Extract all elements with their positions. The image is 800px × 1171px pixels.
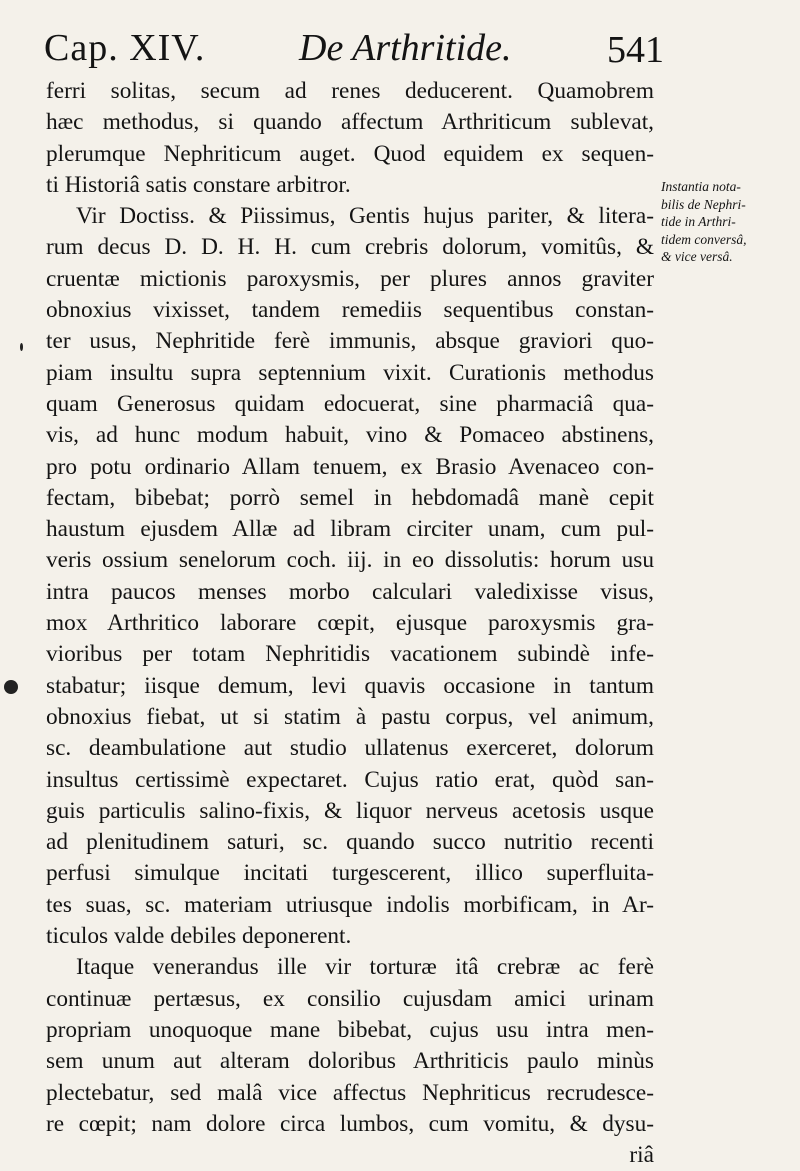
text-line: fectam, bibebat; porrò semel in hebdomadâ manè cepit — [46, 484, 654, 511]
text-line: rum decus D. D. H. H. cum crebris dolorum, vomitûs, & — [46, 234, 654, 261]
text-line: ti Historiâ satis constare arbitror. — [46, 171, 351, 198]
text-line: pro potu ordinario Allam tenuem, ex Brasio Avenaceo con- — [46, 453, 654, 480]
text-line: stabatur; iisque demum, levi quavis occasione in tantum — [46, 672, 654, 699]
text-line: ferri solitas, secum ad renes deducerent. Quamobrem — [46, 78, 654, 104]
chapter-label: Cap. XIV. — [44, 27, 206, 69]
text-line: vis, ad hunc modum habuit, vino & Pomaceo abstinens, — [46, 422, 654, 449]
running-title: De Arthritide. — [299, 27, 512, 69]
page-number: 541 — [607, 29, 664, 71]
text-line: ter usus, Nephritide ferè immunis, absque graviori quo- — [46, 328, 654, 355]
ink-speck — [4, 680, 18, 694]
text-line: sc. deambulatione aut studio ullatenus exerceret, dolorum — [46, 735, 654, 762]
body-text — [46, 76, 654, 1171]
marginal-note-line: & vice versâ. — [661, 249, 733, 264]
text-line: piam insultu supra septennium vixit. Curationis methodus — [46, 359, 654, 386]
running-header — [44, 22, 664, 72]
text-line: veris ossium senelorum coch. iij. in eo dissolutis: horum usu — [46, 547, 654, 574]
marginal-note-line: tidem conversâ, — [661, 231, 747, 247]
text-line: obnoxius fiebat, ut si statim à pastu corpus, vel animum, — [46, 703, 654, 730]
text-line: ad plenitudinem saturi, sc. quando succo nutritio recenti — [46, 829, 654, 856]
text-line: sem unum aut alteram doloribus Arthriticis paulo minùs — [46, 1048, 654, 1075]
text-line: plectebatur, sed malâ vice affectus Nephriticus recrudesce- — [46, 1079, 654, 1106]
text-line: guis particulis salino-fixis, & liquor nerveus acetosis usque — [46, 797, 654, 824]
text-line: continuæ pertæsus, ex consilio cujusdam amici urinam — [46, 985, 654, 1012]
text-line: plerumque Nephriticum auget. Quod equidem ex sequen- — [46, 140, 654, 167]
marginal-note-line: tide in Arthri- — [661, 214, 736, 229]
text-line: ticulos valde debiles deponerent. — [46, 923, 352, 950]
text-line: insultus certissimè expectaret. Cujus ratio erat, quòd san- — [46, 766, 654, 793]
text-line: obnoxius vixisset, tandem remediis sequentibus constan- — [46, 297, 654, 324]
text-line: haustum ejusdem Allæ ad libram circiter unam, cum pul- — [46, 516, 654, 543]
marginal-note — [661, 178, 791, 266]
marginal-note-line: Instantia nota- — [661, 179, 741, 194]
ink-speck — [20, 343, 23, 351]
text-line: cruentæ mictionis paroxysmis, per plures annos graviter — [46, 265, 654, 292]
text-line: mox Arthritico laborare cœpit, ejusque paroxysmis gra- — [46, 610, 654, 637]
text-line: hæc methodus, si quando affectum Arthriticum sublevat, — [46, 109, 654, 136]
text-line: tes suas, sc. materiam utriusque indolis morbificam, in Ar- — [46, 891, 654, 918]
text-line: Itaque venerandus ille vir torturæ itâ crebræ ac ferè — [76, 954, 654, 981]
text-line: propriam unoquoque mane bibebat, cujus usu intra men- — [46, 1016, 654, 1043]
text-line: quam Generosus quidam edocuerat, sine pharmaciâ qua- — [46, 390, 654, 417]
text-line: Vir Doctiss. & Piissimus, Gentis hujus pariter, & litera- — [76, 203, 654, 230]
text-line: re cœpit; nam dolore circa lumbos, cum vomitu, & dysu- — [46, 1110, 654, 1137]
text-line: vioribus per totam Nephritidis vacationem subindè infe- — [46, 641, 654, 668]
text-line: perfusi simulque incitati turgescerent, illico superfluita- — [46, 860, 654, 887]
text-line: intra paucos menses morbo calculari valedixisse visus, — [46, 578, 654, 605]
marginal-note-line: bilis de Nephri- — [661, 196, 746, 212]
catchword: riâ — [629, 1142, 654, 1169]
